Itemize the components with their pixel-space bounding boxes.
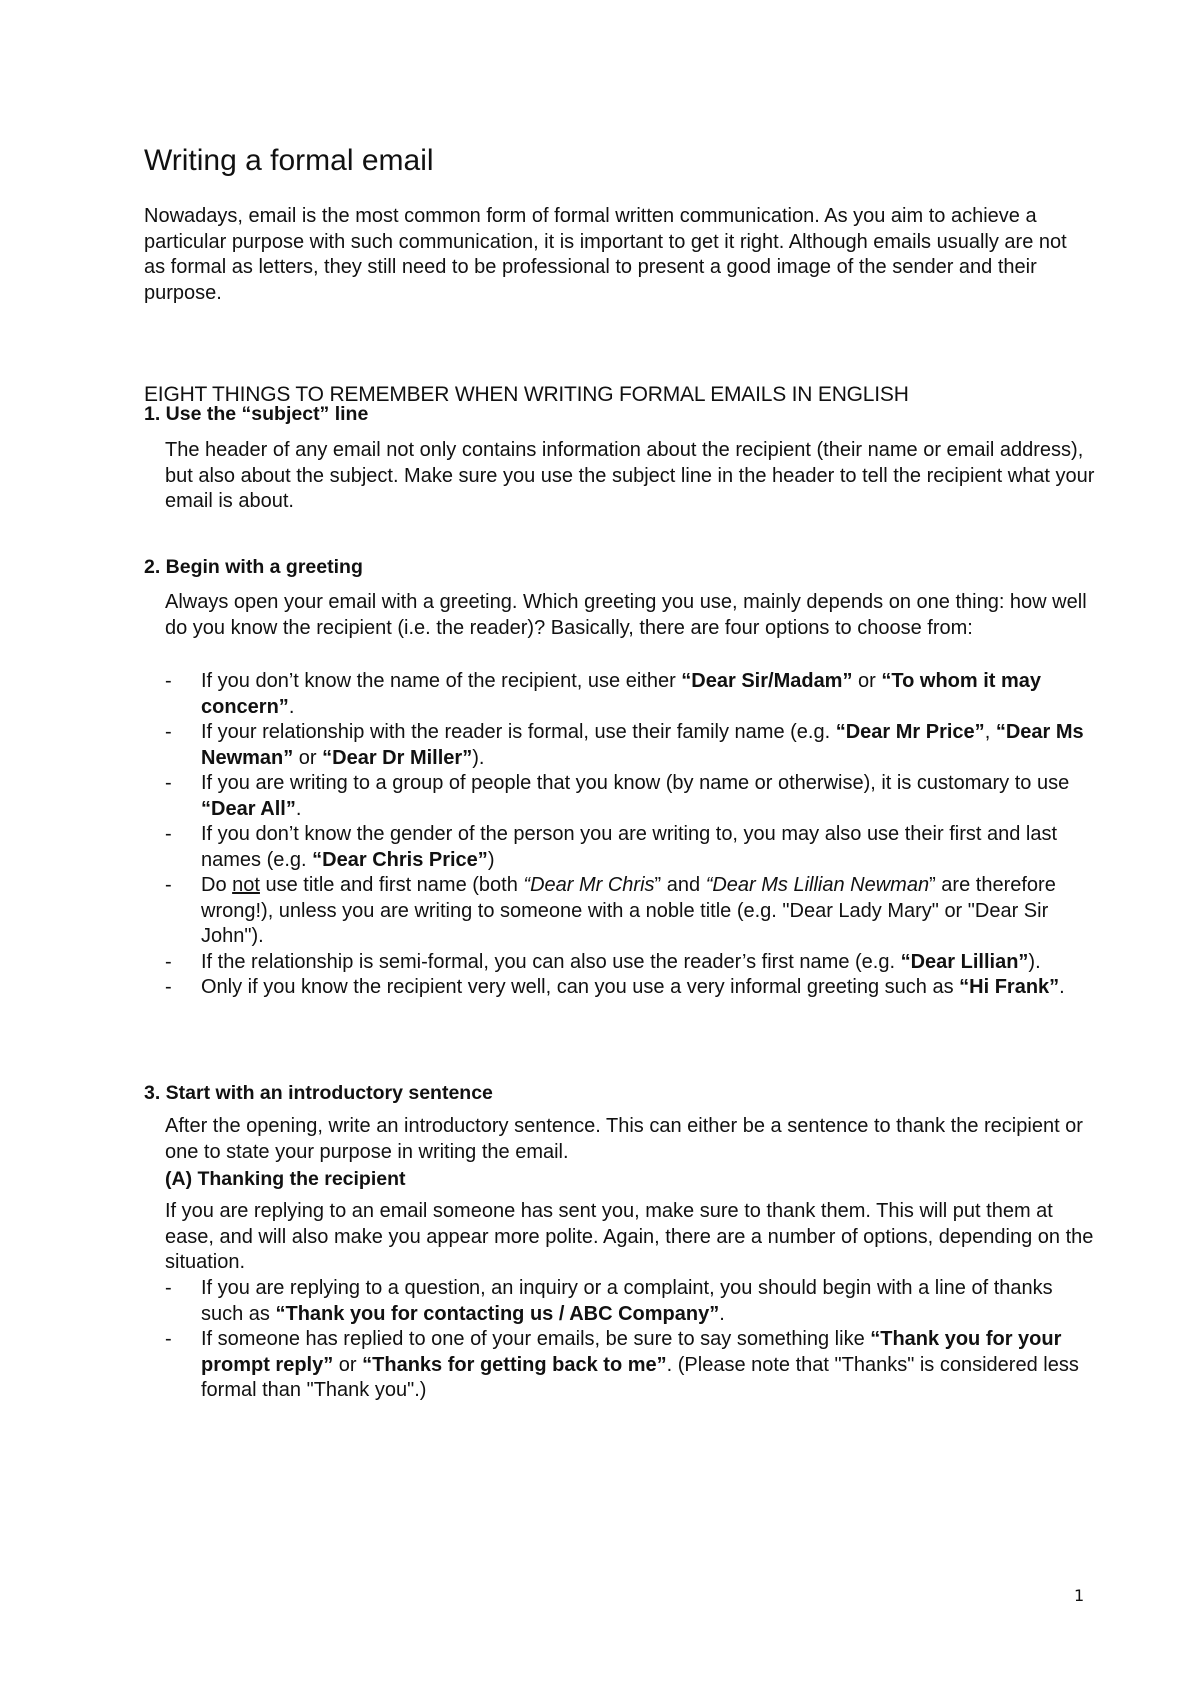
document-title: Writing a formal email — [144, 144, 434, 177]
list-item: - If someone has replied to one of your emails, be sure to say something like “Thank you for your prompt reply” or “Thanks for getting back to me”. (Please note that "Thanks" is considered less formal than "Thank you".) — [165, 1327, 1095, 1404]
section-1-body: The header of any email not only contains information about the recipient (their name or email address), but also about the subject. Make sure you use the subject line in the header to tell the recipient what your email is about. — [165, 439, 1095, 512]
list-item: - If you don’t know the gender of the person you are writing to, you may also use their first and last names (e.g. “Dear Chris Price”) — [165, 822, 1095, 873]
greeting-options-list — [165, 669, 1095, 1001]
list-item: - If you are writing to a group of people that you know (by name or otherwise), it is customary to use “Dear All”. — [165, 771, 1095, 822]
section-1-title: 1. Use the “subject” line — [144, 403, 369, 425]
section-2-body: Always open your email with a greeting. Which greeting you use, mainly depends on one thing: how well do you know the recipient (i.e. the reader)? Basically, there are four options to choose from: — [165, 591, 1087, 639]
list-item: - If you don’t know the name of the recipient, use either “Dear Sir/Madam” or “To whom it may concern”. — [165, 669, 1095, 720]
section-2-title: 2. Begin with a greeting — [144, 556, 363, 578]
page-number: 1 — [1074, 1586, 1085, 1605]
list-item: - If you are replying to a question, an inquiry or a complaint, you should begin with a line of thanks such as “Thank you for contacting us / ABC Company”. — [165, 1276, 1095, 1327]
section-3-body: After the opening, write an introductory sentence. This can either be a sentence to thank the recipient or one to state your purpose in writing the email. — [165, 1115, 1083, 1163]
list-item: - Only if you know the recipient very well, can you use a very informal greeting such as “Hi Frank”. — [165, 975, 1095, 1001]
main-heading: EIGHT THINGS TO REMEMBER WHEN WRITING FORMAL EMAILS IN ENGLISH — [144, 383, 909, 406]
list-item: - If your relationship with the reader is formal, use their family name (e.g. “Dear Mr Price”, “Dear Ms Newman” or “Dear Dr Miller”). — [165, 720, 1095, 771]
section-3-subtitle-a: (A) Thanking the recipient — [165, 1168, 406, 1190]
section-3-title: 3. Start with an introductory sentence — [144, 1082, 493, 1104]
thanks-options-list — [165, 1276, 1095, 1404]
intro-paragraph: Nowadays, email is the most common form of formal written communication. As you aim to achieve a particular purpose with such communication, it is important to get it right. Although emails usually are not as formal as letters, they still need to be professional to present a good image of the sender and their purpose. — [144, 205, 1067, 304]
section-3-sub-a-body: If you are replying to an email someone has sent you, make sure to thank them. This will put them at ease, and will also make you appear more polite. Again, there are a number of options, depending on the situation. — [165, 1200, 1094, 1273]
list-item: - Do not use title and first name (both “Dear Mr Chris” and “Dear Ms Lillian Newman” are therefore wrong!), unless you are writing to someone with a noble title (e.g. "Dear Lady Mary" or "Dear Sir John"). — [165, 873, 1095, 950]
list-item: - If the relationship is semi-formal, you can also use the reader’s first name (e.g. “Dear Lillian”). — [165, 950, 1095, 976]
